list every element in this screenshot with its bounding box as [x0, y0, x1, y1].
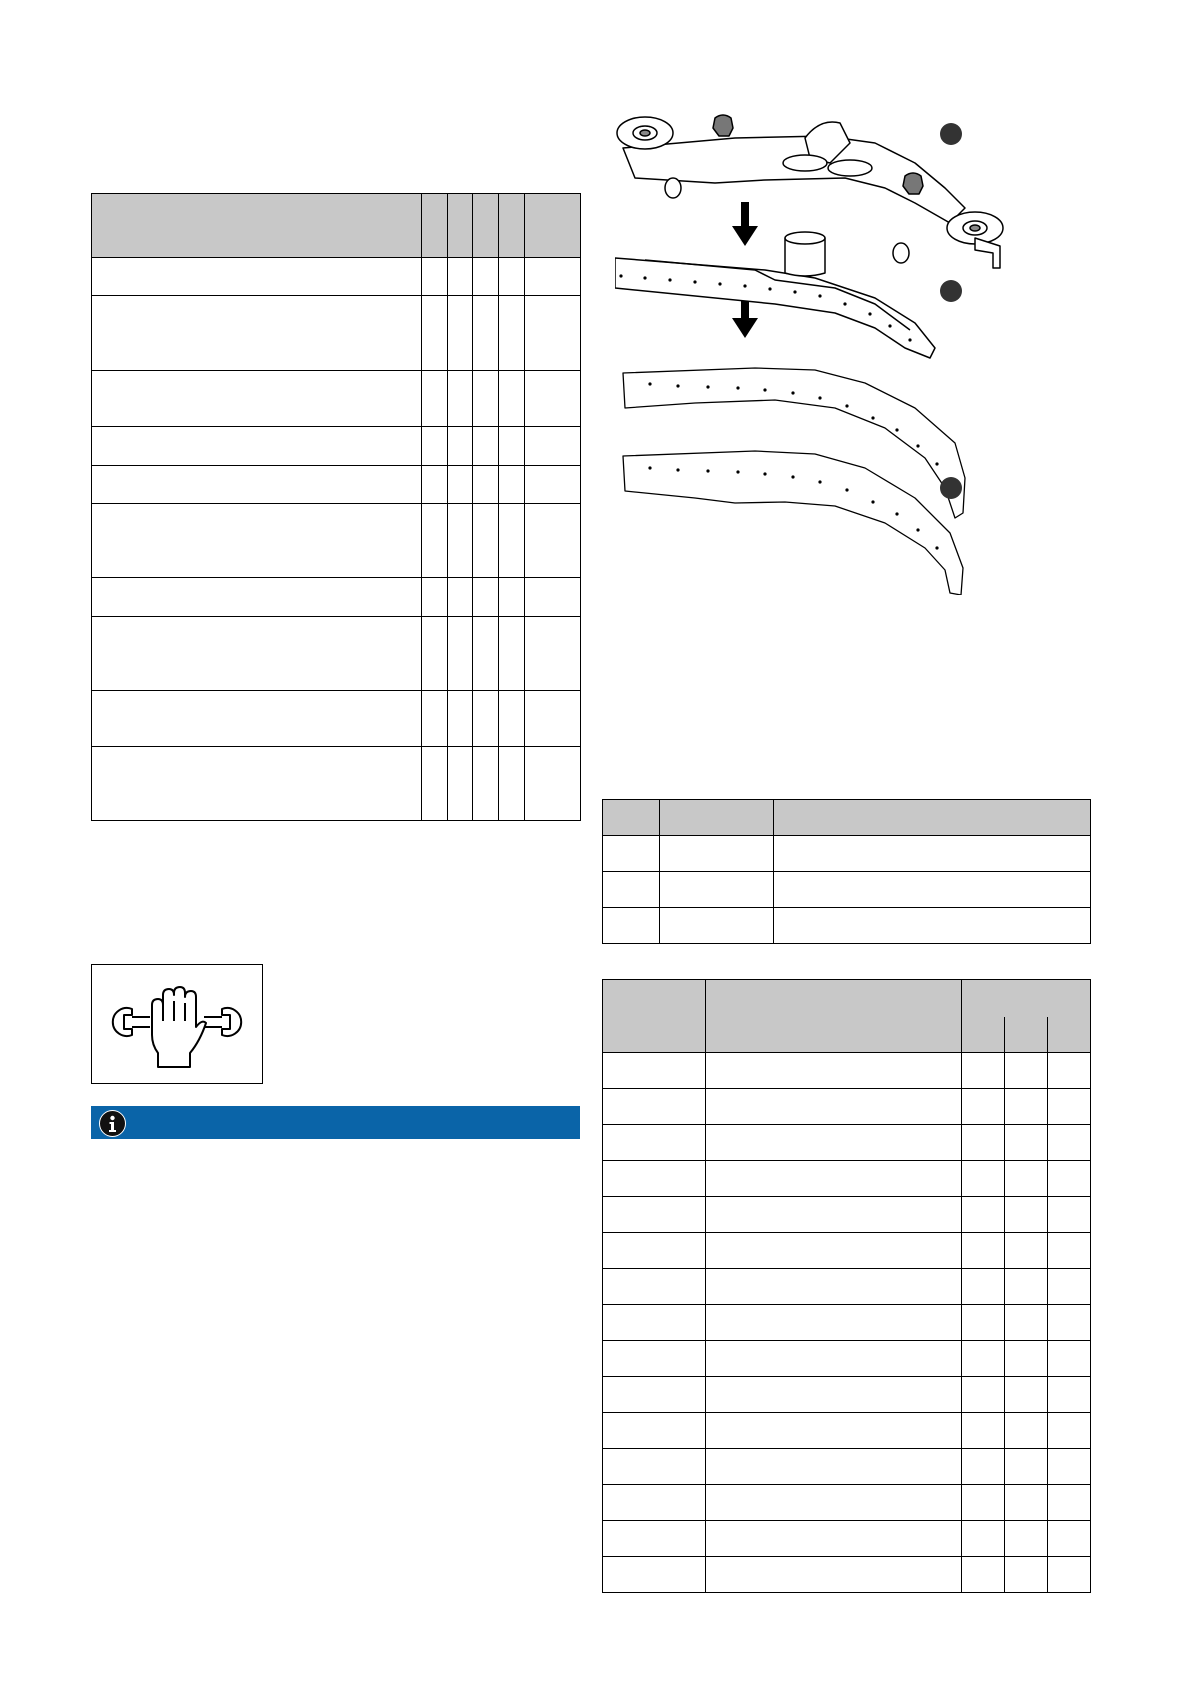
table-row — [92, 504, 581, 578]
table-row — [92, 466, 581, 504]
check-cell — [499, 371, 525, 427]
table-cell — [962, 1197, 1005, 1233]
table-row — [92, 371, 581, 427]
table-cell — [1048, 1305, 1091, 1341]
check-cell — [499, 747, 525, 821]
check-cell — [473, 466, 499, 504]
table-cell — [962, 1233, 1005, 1269]
check-cell — [448, 427, 473, 466]
table-row — [603, 1161, 1091, 1197]
check-cell — [525, 258, 581, 296]
check-cell — [525, 691, 581, 747]
code-cell — [660, 908, 774, 944]
check-cell — [448, 296, 473, 371]
table-cell — [706, 1233, 962, 1269]
table-cell — [1048, 1269, 1091, 1305]
check-cell — [448, 691, 473, 747]
table-cell — [706, 1377, 962, 1413]
table-row — [92, 296, 581, 371]
check-cell — [473, 691, 499, 747]
table-cell — [706, 1521, 962, 1557]
table-row — [603, 872, 1091, 908]
table-cell — [1048, 1341, 1091, 1377]
check-cell — [525, 466, 581, 504]
task-cell — [92, 296, 422, 371]
table-cell — [1048, 1053, 1091, 1089]
check-cell — [448, 371, 473, 427]
header-cell — [706, 980, 962, 1053]
table-row — [603, 1521, 1091, 1557]
table-cell — [962, 1377, 1005, 1413]
info-notice-bar — [91, 1106, 580, 1139]
header-cell — [774, 800, 1091, 836]
table-row — [92, 617, 581, 691]
task-cell — [92, 617, 422, 691]
table-row — [92, 747, 581, 821]
table-row — [603, 1413, 1091, 1449]
check-cell — [499, 691, 525, 747]
header-cell — [473, 194, 499, 258]
table-cell — [1005, 1233, 1048, 1269]
check-cell — [473, 427, 499, 466]
squeegee-exploded-diagram — [615, 108, 1035, 595]
table-row — [92, 427, 581, 466]
table-cell — [1005, 1485, 1048, 1521]
table-row — [603, 836, 1091, 872]
table-cell — [706, 1341, 962, 1377]
table-cell — [962, 1341, 1005, 1377]
table-cell — [1005, 1161, 1048, 1197]
table-row — [603, 1305, 1091, 1341]
code-cell — [660, 836, 774, 872]
table-row — [603, 1341, 1091, 1377]
check-cell — [499, 617, 525, 691]
check-cell — [422, 296, 448, 371]
table-cell — [1005, 1089, 1048, 1125]
table-cell — [706, 1557, 962, 1593]
table-row — [603, 1269, 1091, 1305]
check-cell — [473, 371, 499, 427]
table-cell — [706, 1197, 962, 1233]
table-cell — [706, 1413, 962, 1449]
check-cell — [473, 296, 499, 371]
table-cell — [603, 1125, 706, 1161]
table-row — [603, 1485, 1091, 1521]
check-cell — [448, 504, 473, 578]
header-cell — [603, 800, 660, 836]
check-cell — [448, 258, 473, 296]
callout-marker-3 — [940, 477, 962, 499]
table-cell — [706, 1053, 962, 1089]
info-icon — [99, 1110, 126, 1137]
check-cell — [499, 504, 525, 578]
table-cell — [1005, 1197, 1048, 1233]
check-cell — [525, 427, 581, 466]
table-cell — [603, 1557, 706, 1593]
table-cell — [962, 1269, 1005, 1305]
check-cell — [473, 578, 499, 617]
table-cell — [1005, 1341, 1048, 1377]
table-cell — [1005, 1269, 1048, 1305]
check-cell — [448, 617, 473, 691]
table-cell — [1005, 1125, 1048, 1161]
task-cell — [92, 427, 422, 466]
check-cell — [448, 466, 473, 504]
header-subcell — [962, 1017, 1005, 1053]
table-cell — [962, 1521, 1005, 1557]
check-cell — [499, 466, 525, 504]
table-row — [603, 1377, 1091, 1413]
table-cell — [962, 1557, 1005, 1593]
table-row — [92, 578, 581, 617]
task-cell — [92, 504, 422, 578]
task-cell — [92, 466, 422, 504]
check-cell — [473, 617, 499, 691]
header-cell — [448, 194, 473, 258]
task-cell — [92, 371, 422, 427]
table-row — [603, 1557, 1091, 1593]
table-cell — [962, 1485, 1005, 1521]
header-cell — [962, 980, 1091, 1017]
table-cell — [1005, 1413, 1048, 1449]
table-cell — [1005, 1449, 1048, 1485]
callout-marker-1 — [940, 123, 962, 145]
task-cell — [92, 691, 422, 747]
table-cell — [1005, 1377, 1048, 1413]
table-cell — [1048, 1377, 1091, 1413]
table-cell — [603, 1413, 706, 1449]
table-cell — [603, 1449, 706, 1485]
table-cell — [603, 1053, 706, 1089]
check-cell — [525, 578, 581, 617]
table-row — [603, 1053, 1091, 1089]
table-cell — [1048, 1449, 1091, 1485]
check-cell — [525, 747, 581, 821]
table-cell — [706, 1089, 962, 1125]
callout-marker-2 — [940, 280, 962, 302]
table-cell — [603, 1485, 706, 1521]
table-cell — [1048, 1161, 1091, 1197]
check-cell — [422, 371, 448, 427]
table-cell — [1005, 1521, 1048, 1557]
check-cell — [422, 427, 448, 466]
table-cell — [706, 1449, 962, 1485]
check-cell — [448, 578, 473, 617]
check-cell — [422, 466, 448, 504]
header-cell — [525, 194, 581, 258]
parts-key-table — [602, 799, 1091, 944]
desc-cell — [774, 908, 1091, 944]
table-cell — [603, 1305, 706, 1341]
check-cell — [422, 578, 448, 617]
check-cell — [448, 747, 473, 821]
table-row — [603, 1125, 1091, 1161]
table-cell — [1048, 1197, 1091, 1233]
table-cell — [603, 1161, 706, 1197]
table-cell — [962, 1161, 1005, 1197]
table-cell — [1005, 1305, 1048, 1341]
check-cell — [473, 258, 499, 296]
table-cell — [962, 1305, 1005, 1341]
table-cell — [1048, 1485, 1091, 1521]
task-cell — [92, 578, 422, 617]
code-cell — [660, 872, 774, 908]
pos-cell — [603, 872, 660, 908]
table-cell — [962, 1053, 1005, 1089]
squeegee-assembly-illustration — [615, 108, 1035, 595]
check-cell — [499, 578, 525, 617]
table-cell — [603, 1089, 706, 1125]
table-cell — [1005, 1053, 1048, 1089]
check-cell — [499, 258, 525, 296]
check-cell — [525, 617, 581, 691]
table-cell — [603, 1521, 706, 1557]
check-cell — [525, 504, 581, 578]
table-cell — [1048, 1413, 1091, 1449]
pos-cell — [603, 836, 660, 872]
table-cell — [706, 1485, 962, 1521]
table-cell — [706, 1161, 962, 1197]
check-cell — [473, 504, 499, 578]
header-cell — [92, 194, 422, 258]
maintenance-symbol-box — [91, 964, 263, 1084]
table-row — [603, 1233, 1091, 1269]
table-cell — [706, 1305, 962, 1341]
table-row — [92, 691, 581, 747]
table-row — [603, 908, 1091, 944]
table-header-row — [603, 980, 1091, 1017]
header-cell — [660, 800, 774, 836]
desc-cell — [774, 872, 1091, 908]
table-cell — [603, 1377, 706, 1413]
check-cell — [422, 258, 448, 296]
table-cell — [1048, 1521, 1091, 1557]
desc-cell — [774, 836, 1091, 872]
table-row — [92, 258, 581, 296]
table-header-row — [92, 194, 581, 258]
check-cell — [499, 427, 525, 466]
table-cell — [1048, 1233, 1091, 1269]
table-header-row — [603, 800, 1091, 836]
table-cell — [1048, 1557, 1091, 1593]
table-cell — [603, 1341, 706, 1377]
header-subcell — [1005, 1017, 1048, 1053]
table-cell — [962, 1449, 1005, 1485]
table-cell — [706, 1269, 962, 1305]
header-cell — [422, 194, 448, 258]
pos-cell — [603, 908, 660, 944]
table-cell — [603, 1233, 706, 1269]
check-cell — [422, 747, 448, 821]
spare-parts-table — [602, 979, 1091, 1593]
check-cell — [525, 371, 581, 427]
table-row — [603, 1089, 1091, 1125]
table-cell — [1005, 1557, 1048, 1593]
header-cell — [499, 194, 525, 258]
check-cell — [473, 747, 499, 821]
check-cell — [525, 296, 581, 371]
table-cell — [603, 1197, 706, 1233]
check-cell — [422, 617, 448, 691]
table-cell — [962, 1125, 1005, 1161]
check-cell — [499, 296, 525, 371]
table-row — [603, 1449, 1091, 1485]
table-cell — [1048, 1089, 1091, 1125]
table-cell — [1048, 1125, 1091, 1161]
table-cell — [706, 1125, 962, 1161]
table-cell — [962, 1413, 1005, 1449]
maintenance-table — [91, 193, 581, 821]
header-cell — [603, 980, 706, 1053]
maintenance-hand-wrench-icon — [92, 965, 262, 1083]
task-cell — [92, 258, 422, 296]
header-subcell — [1048, 1017, 1091, 1053]
check-cell — [422, 691, 448, 747]
table-cell — [603, 1269, 706, 1305]
table-cell — [962, 1089, 1005, 1125]
task-cell — [92, 747, 422, 821]
table-row — [603, 1197, 1091, 1233]
check-cell — [422, 504, 448, 578]
